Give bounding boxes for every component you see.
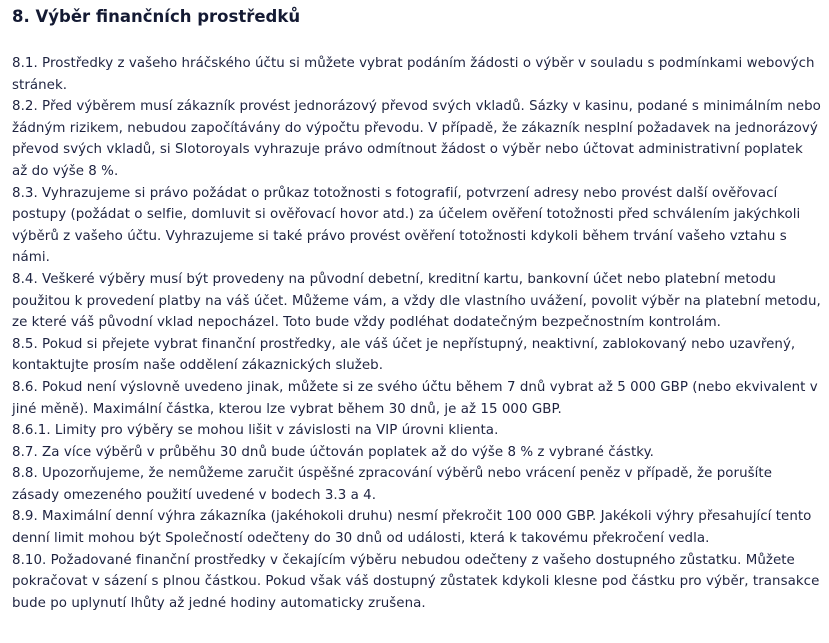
clause-8-3: 8.3. Vyhrazujeme si právo požádat o průkaz totožnosti s fotografií, potvrzení adresy nebo provést další ověřovací postupy (požádat o selfie, domluvit si ověřovací hovor atd.) za účelem ověření totožnosti před schválením jakýchkoli výběrů z vašeho účtu. Vyhrazujeme si také právo provést ověření totožnosti kdykoli během trvání vašeho vztahu s námi. [12,185,801,266]
clause-8-5: 8.5. Pokud si přejete vybrat finanční prostředky, ale váš účet je nepřístupný, neaktivní, zablokovaný nebo uzavřený, kontaktujte prosím naše oddělení zákaznických služeb. [12,336,796,374]
clause-8-6: 8.6. Pokud není výslovně uvedeno jinak, můžete si ze svého účtu během 7 dnů vybrat až 5 000 GBP (nebo ekvivalent v jiné měně). Maximální částka, kterou lze vybrat během 30 dnů, je až 15 000 GBP. [12,379,818,417]
clause-list [12,53,821,614]
clause-8-10: 8.10. Požadované finanční prostředky v čekajícím výběru nebudou odečteny z vašeho dostupného zůstatku. Můžete pokračovat v sázení s plnou částkou. Pokud však váš dostupný zůstatek kdykoli klesne pod částku pro výběr, transakce bude po uplynutí lhůty až jedné hodiny automaticky zrušena. [12,552,820,611]
clause-8-7: 8.7. Za více výběrů v průběhu 30 dnů bude účtován poplatek až do výše 8 % z vybrané částky. [12,444,654,460]
section-title: 8. Výběr finančních prostředků [12,7,301,26]
clause-8-8: 8.8. Upozorňujeme, že nemůžeme zaručit úspěšné zpracování výběrů nebo vrácení peněz v případě, že porušíte zásady omezeného použití uvedené v bodech 3.3 a 4. [12,466,772,503]
clause-8-1: 8.1. Prostředky z vašeho hráčského účtu si můžete vybrat podáním žádosti o výběr v souladu s podmínkami webových stránek. [12,56,815,93]
clause-8-2: 8.2. Před výběrem musí zákazník provést jednorázový převod svých vkladů. Sázky v kasinu, podané s minimálním nebo žádným rizikem, nebudou započítávány do výpočtu převodu. V případě, že zákazník nesplní požadavek na jednorázový převod svých vkladů, si Slotoroyals vyhrazuje právo odmítnout žádost o výběr nebo účtovat administrativní poplatek až do výše 8 %. [12,99,821,179]
clause-8-6-1: 8.6.1. Limity pro výběry se mohou lišit v závislosti na VIP úrovni klienta. [12,423,499,439]
clause-8-4: 8.4. Veškeré výběry musí být provedeny na původní debetní, kreditní kartu, bankovní účet nebo platební metodu použitou k provedení platby na váš účet. Můžeme vám, a vždy dle vlastního uvážení, povolit výběr na platební metodu, ze které váš původní vklad nepocházel. Toto bude vždy podléhat dodatečným bezpečnostním kontrolám. [12,271,821,331]
clause-8-9: 8.9. Maximální denní výhra zákazníka (jakéhokoli druhu) nesmí překročit 100 000 GBP. Jakékoli výhry přesahující tento denní limit mohou být Společností odečteny do 30 dnů od události, která k takovému překročení vedla. [12,509,812,547]
